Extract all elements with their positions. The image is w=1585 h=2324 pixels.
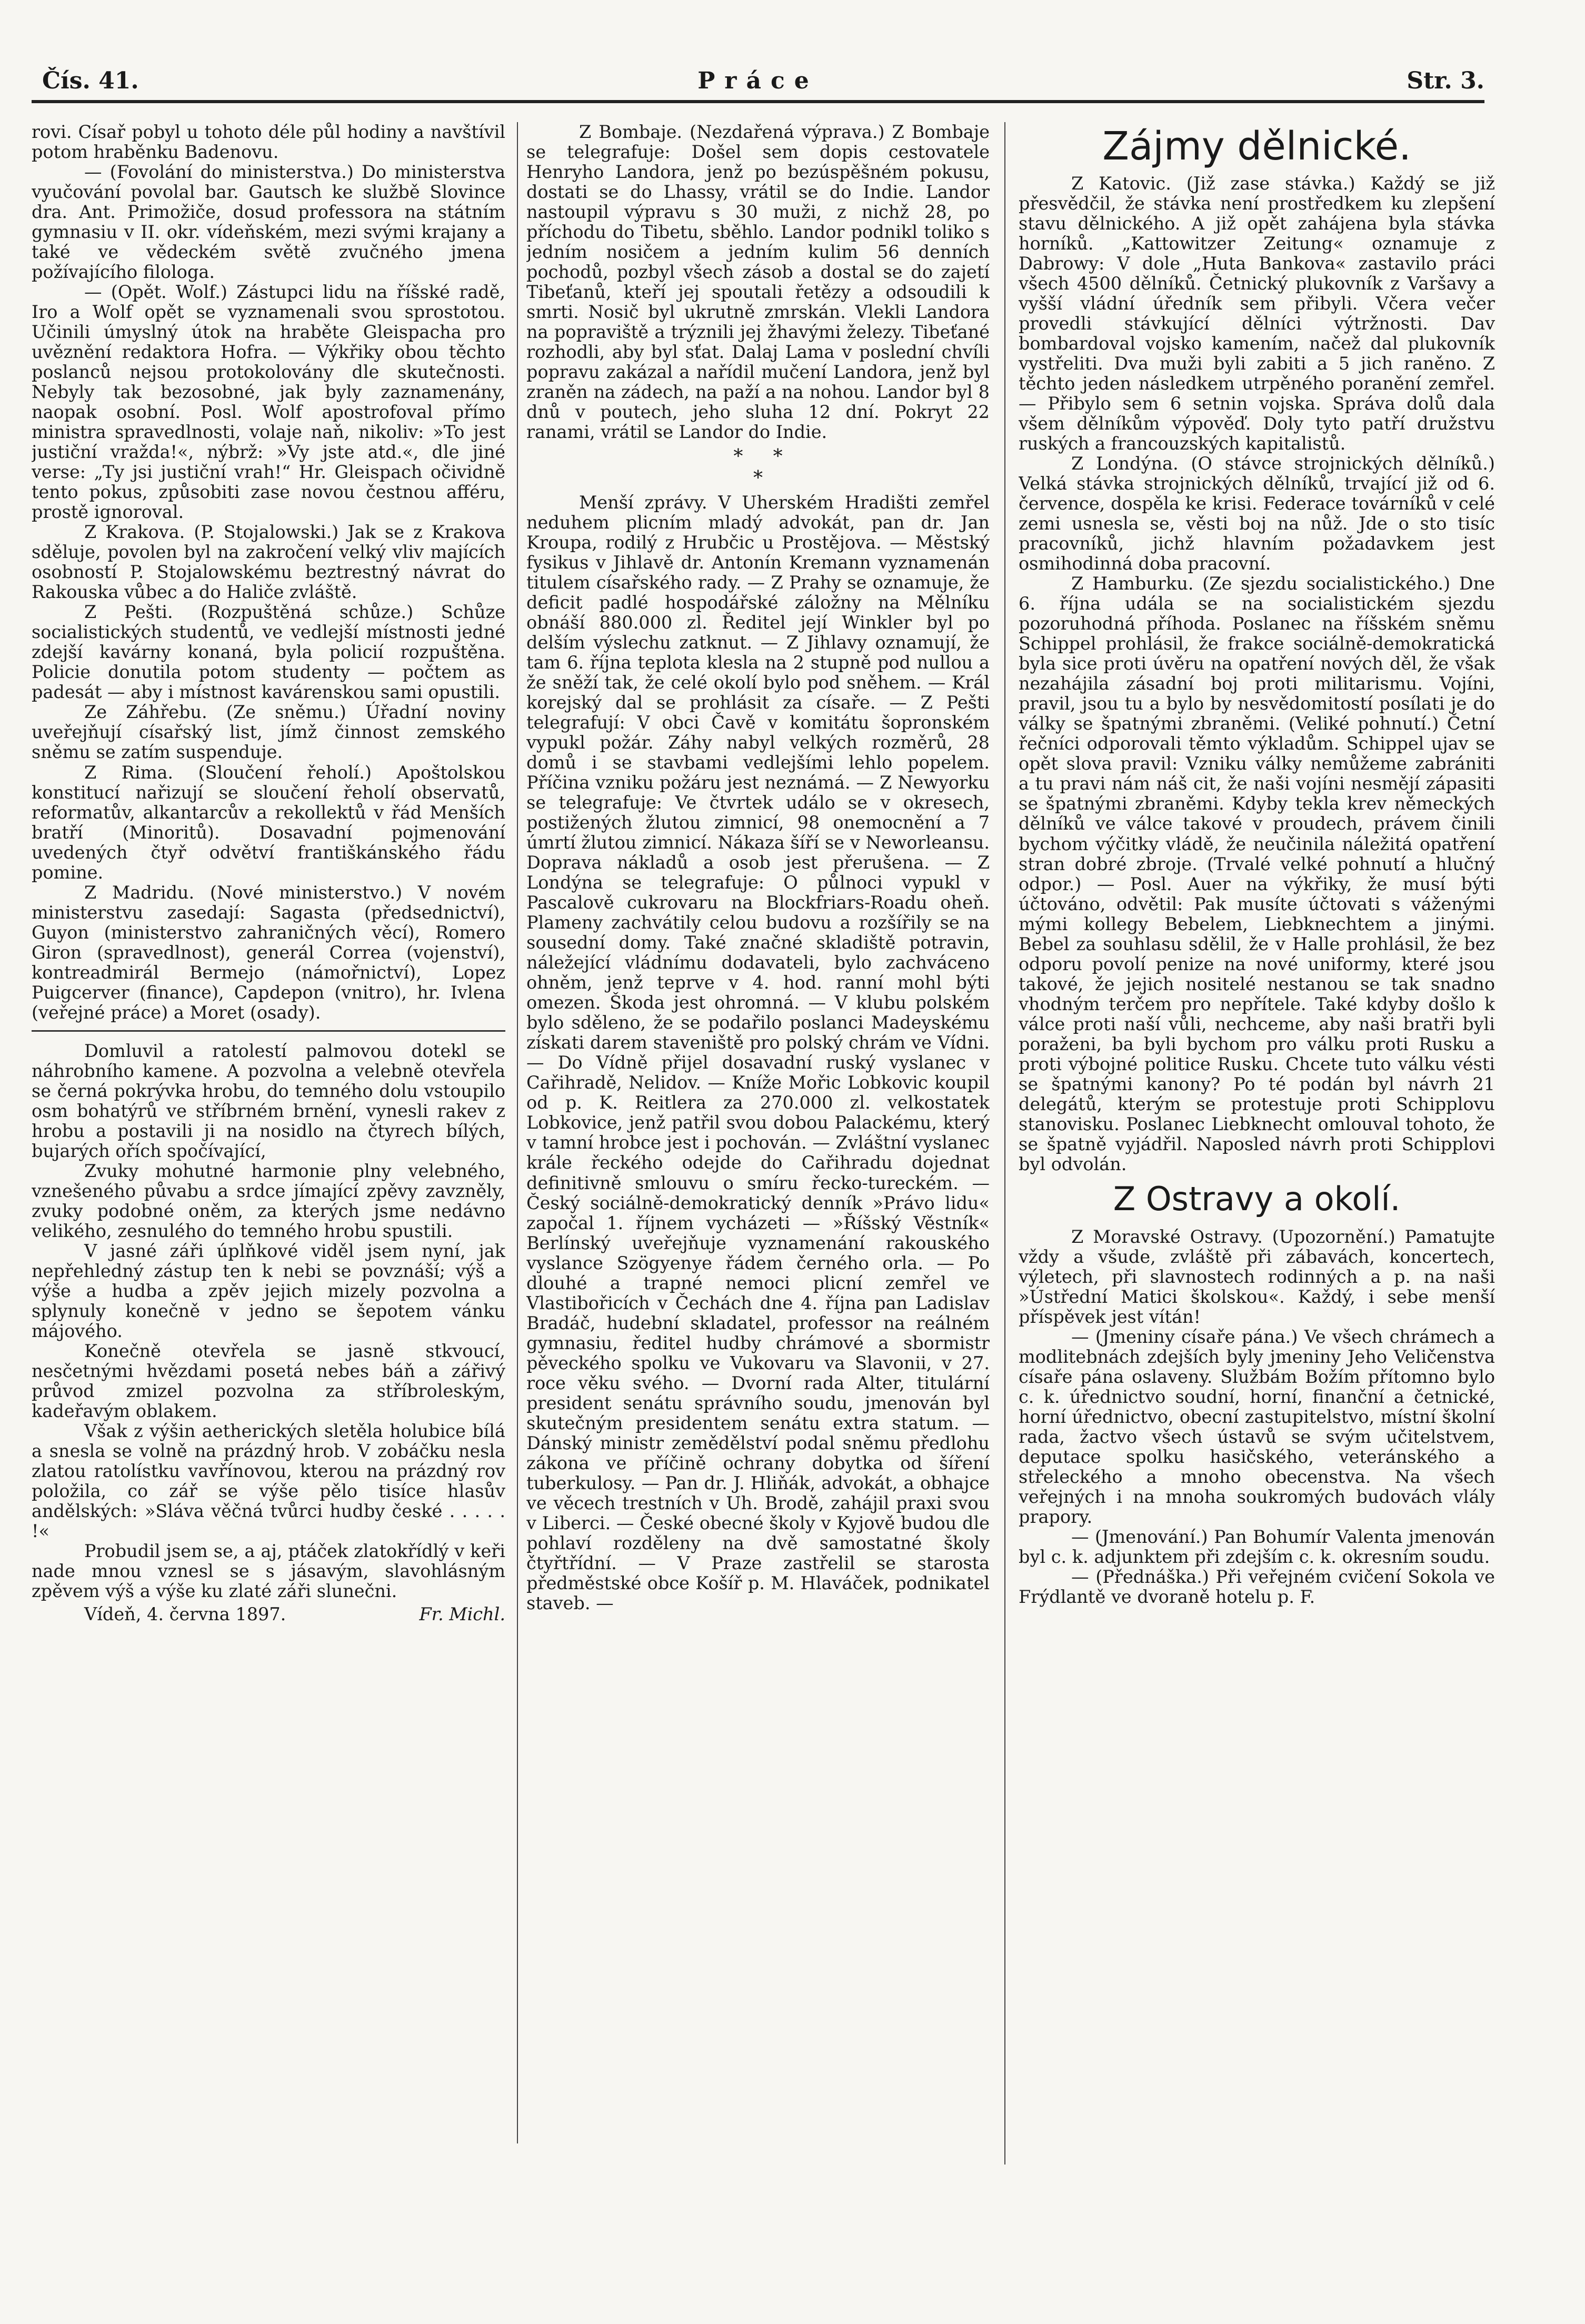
- article-paragraph: Z Bombaje. (Nezdařená výprava.) Z Bombaje se telegrafuje: Došel sem dopis cestovatele Henryho Landora, jenž po bezúspěšném pokusu, dostati se do Lhassy, vrátil se do Indie. Landor nastoupil výpravu s 30 muži, z nichž 28, po příchodu do Tibetu, sběhlo. Landor podnikl toliko s jedním nosičem a jedním kulim 56 denních pochodů, pozbyl všech zásob a dostal se do zajetí Tibeťanů, kteří jej spoutali řetězy a odsoudili k smrti. Nosič byl ukrutně zmrskán. Vlekli Landora na popraviště a trýznili jej žhavými železy. Tibeťané rozhodli, aby byl sťat. Dalaj Lama v poslední chvíli popravu zakázal a nařídil mučení Landora, jenž byl zraněn na zádech, na paží a na nohou. Landor byl 8 dnů v poutech, jeho sluha 12 dní. Pokryt 22 ranami, vrátil se Landor do Indie.: [526, 122, 990, 443]
- article-paragraph: — (Přednáška.) Při veřejném cvičení Sokola ve Frýdlantě ve dvoraně hotelu p. F.: [1019, 1567, 1495, 1608]
- article-paragraph: — (Fovolání do ministerstva.) Do ministerstva vyučování povolal bar. Gautsch ke službě Slovince dra. Ant. Primožiče, dosud professora na státním gymnasiu v II. okr. vídeňském, mezi svými krajany a také ve vědeckém světě zvučného jmena požívajícího filologa.: [32, 162, 505, 283]
- section-title-labour: Zájmy dělnické.: [1102, 124, 1411, 169]
- article-paragraph: Z Madridu. (Nové ministerstvo.) V novém ministerstvu zasedají: Sagasta (předsednictví), Guyon (ministerstvo zahraničných věcí), Romero Giron (spravedlnost), generál Correa (vojenství), kontreadmirál Bermejo (námořnictví), Lopez Puigcerver (finance), Capdepon (vnitro), hr. Ivlena (veřejné práce) a Moret (osady).: [32, 882, 505, 1023]
- section-stars: * * *: [733, 446, 783, 490]
- feuilleton-divider: [32, 1030, 505, 1032]
- feuilleton-paragraph: Domluvil a ratolestí palmovou dotekl se náhrobního kamene. A pozvolna a velebně otevřela se černá pokrývka hrobu, do temného dolu vstoupilo osm bohatýrů ve stříbrném brnění, vynesli rakev z hrobu a postavili ji na nosidlo na čtyrech bílých, bujarých ořích spočívající,: [32, 1040, 505, 1161]
- header-rule: [32, 100, 1484, 103]
- feuilleton-paragraph: V jasné záři úplňkové viděl jsem nyní, jak nepřehledný zástup ten k nebi se povznáší; výš a výše a hudba a zpěv jejich mizely pozvolna a splynuly konečně v jedno se šepotem vánku májového.: [32, 1240, 505, 1341]
- feuilleton-paragraph: Probudil jsem se, a aj, ptáček zlatokřídlý v keři nade mnou vznesl se s jásavým, slavohlásným zpěvem výš a výše ku zlaté záři slunečni.: [32, 1541, 505, 1602]
- newspaper-title: Práce: [697, 67, 819, 94]
- column-divider-2: [1004, 122, 1005, 2165]
- column-1: [32, 122, 505, 2259]
- signature-name: Fr. Michl.: [419, 1604, 505, 1625]
- feuilleton-paragraph: Zvuky mohutné harmonie plny velebného, vznešeného půvabu a srdce jímající zpěvy zavzněly, zvuky podobné oněm, za kterých jsme nedávno velikého, zesnulého do temného hrobu spustili.: [32, 1160, 505, 1241]
- article-paragraph: Z Rima. (Sloučení řeholí.) Apoštolskou konstitucí nařizují se sloučení řeholí observatů, reformatův, alkantarcův a rekollektů v řád Menších bratří (Minoritů). Dosavadní pojmenování uvedených čtyř odvětví františkánského řádu pomine.: [32, 762, 505, 883]
- page-number: Str. 3.: [1407, 67, 1484, 94]
- article-paragraph: Z Londýna. (O stávce strojnických dělníků.) Velká stávka strojnických dělníků, trvající již od 6. července, dospěla ke krisi. Federace továrníků v celé zemi usnesla se, věsti boj na nůž. Jde o sto tisíc pracovníků, jichž hlavním požadavkem jest osmihodinná doba pracovní.: [1019, 453, 1495, 574]
- column-divider-1: [517, 122, 518, 2143]
- signature-place: Vídeň, 4. června 1897.: [84, 1604, 286, 1625]
- article-paragraph: — (Jmenování.) Pan Bohumír Valenta jmenován byl c. k. adjunktem při zdejším c. k. okresním soudu.: [1019, 1527, 1495, 1568]
- column-3: [1019, 122, 1495, 2259]
- section-title-ostrava: Z Ostravy a okolí.: [1113, 1179, 1401, 1218]
- article-paragraph: — (Jmeniny císaře pána.) Ve všech chrámech a modlitebnách zdejších byly jmeniny Jeho Veličenstva císaře pána oslaveny. Službám Božím přítomno bylo c. k. úřednictvo soudní, horní, finanční a četnické, horní úřednictvo, obecní zastupitelstvo, místní školní rada, žactvo všech ústavů se svým učitelstvem, deputace spolku hasičského, veteránského a střeleckého a mnoho obecenstva. Na všech veřejných i na mnoha soukromých budovách vlály prapory.: [1019, 1326, 1495, 1528]
- article-paragraph: Z Krakova. (P. Stojalowski.) Jak se z Krakova sděluje, povolen byl na zakročení velký vliv majících osobností P. Stojalowskému beztrestný návrat do Rakouska vůbec a do Haliče zvláště.: [32, 522, 505, 603]
- page-header: [32, 62, 1484, 104]
- article-paragraph: Z Moravské Ostravy. (Upozornění.) Pamatujte vždy a všude, zvláště při zábavách, koncertech, výletech, při slavnostech rodinných a p. na naši »Ústřední Matici školskou«. Každý, i sebe menší příspěvek jest vítán!: [1019, 1226, 1495, 1328]
- column-2: [526, 122, 990, 2149]
- article-paragraph: rovi. Císař pobyl u tohoto déle půl hodiny a navštívil potom hraběnku Badenovu.: [32, 122, 505, 163]
- article-paragraph: Menší zprávy. V Uherském Hradišti zemřel neduhem plicním mladý advokát, pan dr. Jan Kroupa, rodilý z Hrubčic u Prostějova. — Městský fysikus v Jihlavě dr. Antonín Kremann vyznamenán titulem císařského rady. — Z Prahy se oznamuje, že deficit padlé hospodářské záložny na Mělníku obnáší 880.000 zl. Ředitel její Winkler byl po delším výslechu zatknut. — Z Jihlavy oznamují, že tam 6. října teplota klesla na 2 stupně pod nullou a že sněží tak, že celé okolí bylo pod sněhem. — Král korejský dal se prohlásit za císaře. — Z Pešti telegrafují: V obci Čavě v komitátu šopronském vypukl požár. Záhy nabyl velkých rozměrů, 28 domů i se stavbami vedlejšími lehlo popelem. Příčina vzniku požáru jest neznámá. — Z Newyorku se telegrafuje: Ve čtvrtek událo se v okresech, postižených žlutou zimnicí, 98 onemocnění a 7 úmrtí žlutou zimnicí. Nákaza šíří se v Neworleansu. Doprava nákladů a osob jest přerušena. — Z Londýna se telegrafuje: O půlnoci vypukl v Pascalově cukrovaru na Blockfriars-Roadu oheň. Plameny zachvátily celou budovu a rozšířily se na sousední domy. Také značné skladiště potravin, náležející vládnímu dodavateli, bylo zachváceno ohněm, jenž teprve v 4. hod. ranní mohl býti omezen. Škoda jest ohromná. — V klubu polském bylo sděleno, že se podařilo poslanci Madeyskému získati darem staveniště pro polský chrám ve Vídni. — Do Vídně přijel dosavadní ruský vyslanec v Cařihradě, Nelidov. — Kníže Mořic Lobkovic koupil od p. K. Reitlera za 270.000 zl. velkostatek Lobkovice, jenž patřil svou dobou Palackému, který v tamní hrobce jest i pochován. — Zvláštní vyslanec krále řeckého odejde do Cařihradu dojednat definitivně smlouvu o smíru řecko-tureckém. — Český sociálně-demokratický denník »Právo lidu« započal 1. říjnem vycházeti — »Říšský Věstník« Berlínský uveřejňuje vyznamenání rakouského vyslance Szögyenye řádem černého orla. — Po dlouhé a trapné nemoci plicní zemřel ve Vlastibořicích v Čechách dne 4. října pan Ladislav Bradáč, hudební skladatel, professor na reálném gymnasiu, ředitel hudby chrámové a sbormistr pěveckého spolku ve Vukovaru va Slavonii, v 27. roce věku svého. — Dvorní rada Alter, titulární president senátu správního soudu, jmenován byl skutečným presidentem senátu extra statum. — Dánský ministr zemědělství podal sněmu předlohu zákona ve příčině ochrany dobytka od šíření tuberkulosy. — Pan dr. J. Hliňák, advokát, a obhajce ve věcech trestních v Uh. Brodě, zahájil praxi svou v Liberci. — České obecné školy v Kyjově budou dle pohlaví rozděleny na dvě samostatné školy čtyřtřídní. — V Praze zastřelil se starosta předměstské obce Košíř p. M. Hlaváček, podnikatel staveb. —: [526, 492, 990, 1613]
- article-paragraph: Z Katovic. (Již zase stávka.) Každý se již přesvědčil, že stávka není prostředkem ku zlepšení stavu dělnického. A již opět zahájena byla stávka horníků. „Kattowitzer Zeitung« oznamuje z Dabrowy: V dole „Huta Bankova« zastavilo práci všech 4500 dělníků. Četnický plukovník z Varšavy a vyšší vládní úředník sem přibyli. Včera večer provedli stávkující dělníci výtržnosti. Dav bombardoval vojsko kamením, načež dal plukovník vystřeliti. Dva muži byli zabiti a 5 jich raněno. Z těchto jeden následkem utrpěného poranění zemřel. — Přibylo sem 6 setnin vojska. Správa dolů dala všem dělníkům výpověď. Doly tyto patří družstvu ruských a francouzských kapitalistů.: [1019, 173, 1495, 454]
- article-paragraph: Z Pešti. (Rozpuštěná schůze.) Schůze socialistických studentů, ve vedlejší místnosti jedné zdejší kavárny konaná, byla policií rozpuštěna. Policie donutila potom studenty — počtem as padesát — aby i místnost kavárenskou sami opustili.: [32, 602, 505, 703]
- feuilleton-paragraph: Však z výšin aetherických sletěla holubice bílá a snesla se volně na prázdný hrob. V zobáčku nesla zlatou ratolístku vavřínovou, kterou na prázdný rov položila, co zář se výše pělo tisíce hlasův andělských: »Sláva věčná tvůrci hudby české . . . . . !«: [32, 1421, 505, 1542]
- signature: [32, 1604, 505, 1624]
- article-paragraph: Z Hamburku. (Ze sjezdu socialistického.) Dne 6. října udála se na socialistickém sjezdu pozoruhodná příhoda. Poslanec na říšském sněmu Schippel prohlásil, že frakce sociálně-demokratická byla sice proti úvěru na opatření nových děl, že však nezahájila zásadní boj proti militarismu. Vojíni, pravil, jsou tu a bylo by nesvědomitostí posílati je do války se špatnými zbraněmi. (Veliké pohnutí.) Četní řečníci odporovali těmto výkladům. Schippel ujav se opět slova pravil: Vzniku války nemůžeme zabrániti a tu pravi nám náš cit, že naši vojíni nesmějí zápasiti se špatnými zbraněmi. Kdyby tekla krev německých dělníků ve válce takové v proudech, právem činili bychom výčitky vládě, že neučinila náležitá opatření stran dobré zbroje. (Trvalé velké pohnutí a hlučný odpor.) — Posl. Auer na výkřiky, že musí býti účtováno, odvětil: Pak musíte účtovati s váženými mými kollegy Bebelem, Liebknechtem a jinými. Bebel za souhlasu sdělil, že v Halle prohlásil, že bez odporu povolí penize na nové uniformy, které jsou takové, že jejich nositelé nestanou se tak snadno vhodným terčem pro nepřítele. Také kdyby došlo k válce proti naší vůli, nechceme, aby naši bratři byli poraženi, ba byli bychom pro válku proti Rusku a proti výbojné politice Rusku. Chcete tuto válku vésti se špatnými kanony? Po té podán byl návrh 21 delegátů, kterým se protestuje proti Schipplovu stanovisku. Poslanec Liebknecht omlouval tohoto, že se špatně vyjádřil. Naposled návrh proti Schipplovi byl odvolán.: [1019, 573, 1495, 1174]
- article-paragraph: — (Opět. Wolf.) Zástupci lidu na říšské radě, Iro a Wolf opět se vyznamenali svou sprostotou. Učinili úmyslný útok na hraběte Gleispacha pro uvěznění redaktora Hofra. — Výkřiky obou těchto poslanců nejsou protokolovány dle skutečnosti. Nebyly tak bezosobné, jak byly zaznamenány, naopak osobní. Posl. Wolf apostrofoval přímo ministra spravedlnosti, volaje naň, nikoliv: »To jest justiční vražda!«, nýbrž: »Vy jste atd.«, dle jiné verse: „Ty jsi justiční vrah!“ Hr. Gleispach očividně tento pokus, způsobiti zase novou čestnou afféru, prostě ignoroval.: [32, 282, 505, 523]
- article-paragraph: Ze Záhřebu. (Ze sněmu.) Úřadní noviny uveřejňují císařský list, jímž činnost zemského sněmu se zatím suspenduje.: [32, 702, 505, 763]
- feuilleton-paragraph: Konečně otevřela se jasně stkvoucí, nesčetnými hvězdami posetá nebes báň a zářivý průvod zmizel pozvolna za stříbroleským, kadeřavým oblakem.: [32, 1340, 505, 1421]
- issue-number: Čís. 41.: [42, 67, 139, 94]
